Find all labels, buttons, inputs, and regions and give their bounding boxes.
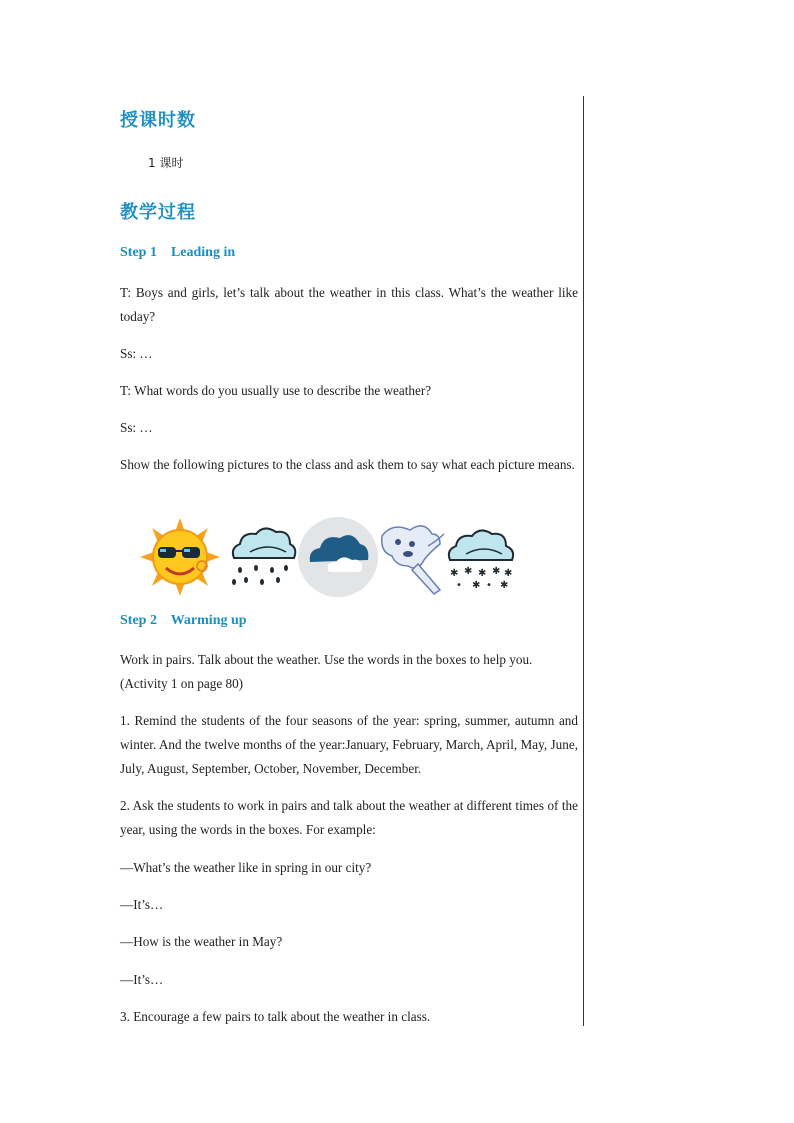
- cloudy-icon: [298, 517, 378, 597]
- step1-para-4: Ss: …: [120, 420, 153, 435]
- weather-pictures: [140, 516, 530, 598]
- dialogue-line-2: —It’s…: [120, 897, 164, 912]
- step2-para-3: 2. Ask the students to work in pairs and talk about the weather at different times of the year, using the words in the boxes. For example:: [120, 798, 578, 837]
- step1-para-3: T: What words do you usually use to describe the weather?: [120, 383, 432, 398]
- rainy-icon: [232, 528, 295, 585]
- dialogue-line-3: —How is the weather in May?: [120, 934, 283, 949]
- margin-rule: [583, 96, 584, 1026]
- dialogue-line-1: —What’s the weather like in spring in our city?: [120, 860, 372, 875]
- step2-para-4: 3. Encourage a few pairs to talk about the weather in class.: [120, 1009, 431, 1024]
- step1-title: Step 1 Leading in: [120, 245, 236, 260]
- step1-para-5: Show the following pictures to the class and ask them to say what each picture means.: [120, 457, 575, 472]
- step2-title: Step 2 Warming up: [120, 613, 247, 628]
- windy-icon: [382, 526, 444, 594]
- svg-text:✱: ✱: [504, 568, 513, 579]
- step2-para-1-line-2: (Activity 1 on page 80): [120, 676, 244, 691]
- hours-value: 1 课时: [148, 156, 184, 170]
- svg-text:✱: ✱: [478, 568, 487, 579]
- step2-para-1-line-1: Work in pairs. Talk about the weather. Use the words in the boxes to help you.: [120, 652, 533, 667]
- svg-text:•: •: [456, 580, 462, 591]
- dialogue-line-4: —It’s…: [120, 972, 164, 987]
- hours-heading: 授课时数: [120, 110, 196, 131]
- svg-text:✱: ✱: [450, 568, 459, 579]
- svg-text:✱: ✱: [472, 580, 481, 591]
- step1-para-1: T: Boys and girls, let’s talk about the weather in this class. What’s the weather like today?: [120, 285, 578, 324]
- svg-text:•: •: [486, 580, 492, 591]
- svg-text:✱: ✱: [464, 566, 473, 577]
- sunny-icon: [140, 518, 220, 596]
- step2-para-2: 1. Remind the students of the four seasons of the year: spring, summer, autumn and winter. And the twelve months of the year:January, February, March, April, May, June, July, August, September, October, November, December.: [120, 713, 578, 776]
- process-heading: 教学过程: [120, 202, 196, 223]
- svg-text:✱: ✱: [500, 580, 509, 591]
- snowy-icon: [449, 530, 513, 591]
- step1-para-2: Ss: …: [120, 346, 153, 361]
- svg-text:✱: ✱: [492, 566, 501, 577]
